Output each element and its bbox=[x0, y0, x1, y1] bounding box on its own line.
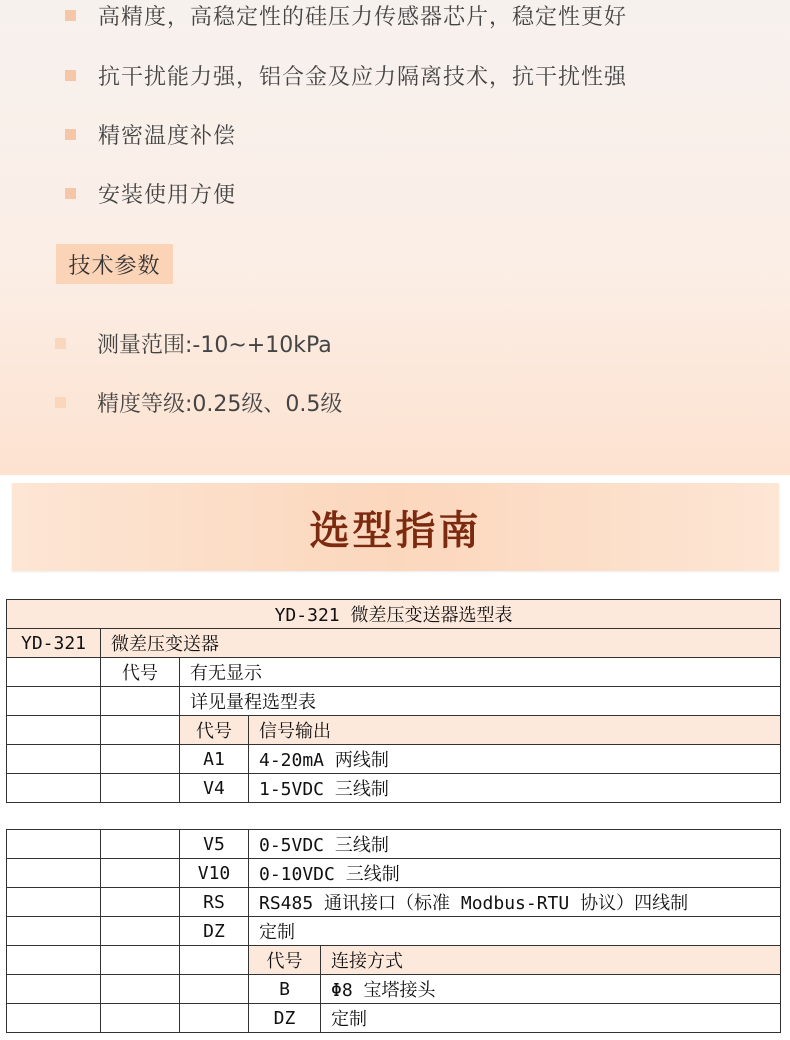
square-bullet-icon bbox=[65, 129, 76, 140]
feature-text: 高精度，高稳定性的硅压力传感器芯片，稳定性更好 bbox=[98, 4, 628, 30]
table-title: YD-321 微差压变送器选型表 bbox=[7, 600, 781, 629]
empty-cell bbox=[7, 975, 101, 1004]
code-header-cell: 代号 bbox=[180, 716, 249, 745]
empty-cell bbox=[101, 946, 180, 975]
signal-code-cell: RS bbox=[180, 888, 249, 917]
empty-cell bbox=[101, 687, 180, 716]
empty-cell bbox=[7, 888, 101, 917]
feature-text: 安装使用方便 bbox=[98, 182, 237, 208]
empty-cell bbox=[101, 745, 180, 774]
feature-text: 精密温度补偿 bbox=[98, 123, 237, 149]
connection-code-cell: DZ bbox=[249, 1004, 321, 1033]
signal-code-cell: DZ bbox=[180, 917, 249, 946]
empty-cell bbox=[7, 745, 101, 774]
empty-cell bbox=[7, 859, 101, 888]
empty-cell bbox=[101, 859, 180, 888]
connection-code-cell: B bbox=[249, 975, 321, 1004]
code-header-cell: 代号 bbox=[249, 946, 321, 975]
empty-cell bbox=[101, 774, 180, 803]
square-bullet-icon bbox=[55, 397, 66, 408]
empty-cell bbox=[101, 830, 180, 859]
model-name-cell: 微差压变送器 bbox=[101, 629, 781, 658]
empty-cell bbox=[7, 917, 101, 946]
param-text: 测量范围:-10~+10kPa bbox=[97, 332, 332, 358]
signal-desc-cell: 4-20mA 两线制 bbox=[249, 745, 781, 774]
table-row bbox=[7, 1004, 781, 1033]
code-header-cell: 代号 bbox=[101, 658, 180, 687]
empty-cell bbox=[7, 830, 101, 859]
param-item bbox=[55, 326, 332, 360]
param-text: 精度等级:0.25级、0.5级 bbox=[97, 391, 343, 417]
signal-desc-cell: 1-5VDC 三线制 bbox=[249, 774, 781, 803]
tech-params-heading: 技术参数 bbox=[56, 244, 173, 284]
empty-cell bbox=[7, 658, 101, 687]
empty-cell bbox=[180, 975, 249, 1004]
empty-cell bbox=[180, 946, 249, 975]
signal-desc-cell: 0-10VDC 三线制 bbox=[249, 859, 781, 888]
table-row bbox=[7, 859, 781, 888]
empty-cell bbox=[7, 1004, 101, 1033]
table-row bbox=[7, 830, 781, 859]
model-code-cell: YD-321 bbox=[7, 629, 101, 658]
selection-guide-banner bbox=[12, 483, 779, 571]
empty-cell bbox=[101, 917, 180, 946]
empty-cell bbox=[101, 716, 180, 745]
feature-item bbox=[65, 176, 236, 210]
signal-desc-cell: RS485 通讯接口（标准 Modbus-RTU 协议）四线制 bbox=[249, 888, 781, 917]
square-bullet-icon bbox=[65, 188, 76, 199]
square-bullet-icon bbox=[65, 10, 76, 21]
signal-code-cell: A1 bbox=[180, 745, 249, 774]
signal-code-cell: V5 bbox=[180, 830, 249, 859]
signal-desc-cell: 定制 bbox=[249, 917, 781, 946]
empty-cell bbox=[7, 716, 101, 745]
empty-cell bbox=[101, 1004, 180, 1033]
display-header-cell: 有无显示 bbox=[180, 658, 781, 687]
feature-text: 抗干扰能力强，铝合金及应力隔离技术，抗干扰性强 bbox=[98, 64, 628, 90]
feature-item bbox=[65, 117, 236, 151]
display-note-cell: 详见量程选型表 bbox=[180, 687, 781, 716]
table-row bbox=[7, 888, 781, 917]
square-bullet-icon bbox=[65, 70, 76, 81]
feature-item bbox=[65, 58, 627, 92]
square-bullet-icon bbox=[55, 338, 66, 349]
table-row bbox=[7, 745, 781, 774]
signal-header-cell: 信号输出 bbox=[249, 716, 781, 745]
selection-table-part-1 bbox=[6, 599, 781, 803]
empty-cell bbox=[7, 946, 101, 975]
feature-item bbox=[65, 0, 627, 32]
selection-guide-title: 选型指南 bbox=[309, 507, 482, 554]
empty-cell bbox=[101, 975, 180, 1004]
connection-desc-cell: Φ8 宝塔接头 bbox=[321, 975, 781, 1004]
signal-desc-cell: 0-5VDC 三线制 bbox=[249, 830, 781, 859]
signal-code-cell: V4 bbox=[180, 774, 249, 803]
table-row bbox=[7, 917, 781, 946]
connection-desc-cell: 定制 bbox=[321, 1004, 781, 1033]
empty-cell bbox=[7, 687, 101, 716]
param-item bbox=[55, 385, 342, 419]
table-row bbox=[7, 975, 781, 1004]
empty-cell bbox=[7, 774, 101, 803]
empty-cell bbox=[180, 1004, 249, 1033]
signal-code-cell: V10 bbox=[180, 859, 249, 888]
empty-cell bbox=[101, 888, 180, 917]
selection-table-part-2 bbox=[6, 829, 781, 1033]
table-row bbox=[7, 774, 781, 803]
connection-header-cell: 连接方式 bbox=[321, 946, 781, 975]
